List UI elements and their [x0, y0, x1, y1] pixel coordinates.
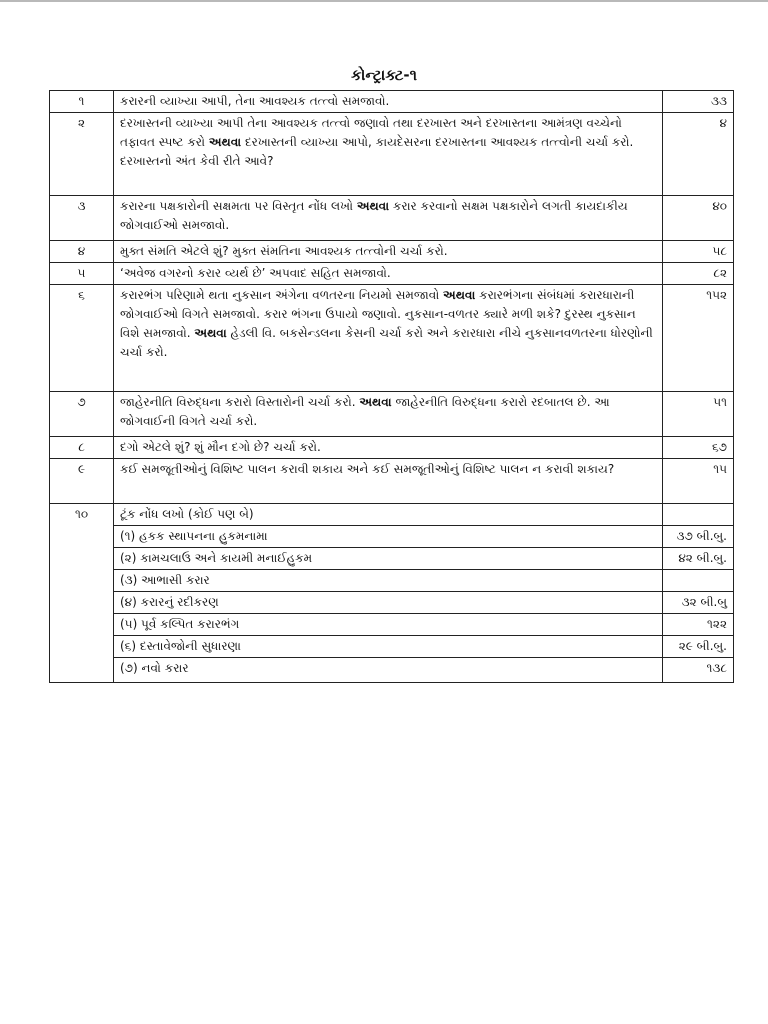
table-row — [50, 459, 734, 504]
page-reference: ૩૭ બી.બુ. — [663, 526, 734, 548]
page-reference: ૧૫ — [663, 459, 734, 504]
page-reference: ૮૨ — [663, 263, 734, 285]
page-reference: ૩૨ બી.બુ — [663, 592, 734, 614]
or-label: અથવા — [194, 326, 227, 340]
question-number: ૫ — [50, 263, 114, 285]
short-note-row — [50, 636, 734, 658]
page-reference: ૫૮ — [663, 241, 734, 263]
short-note-text: (૩) આભાસી કરાર — [114, 570, 663, 592]
page-reference: ૪ — [663, 113, 734, 196]
short-note-row — [50, 526, 734, 548]
question-number: ૩ — [50, 196, 114, 241]
question-text: દગો એટલે શું? શું મૌન દગો છે? ચર્ચા કરો. — [114, 437, 663, 459]
question-text: ટૂંક નોંધ લખો (કોઈ પણ બે) — [114, 504, 663, 526]
short-note-row — [50, 592, 734, 614]
question-text: મુક્ત સંમતિ એટલે શું? મુક્ત સંમતિના આવશ્યક તત્ત્વોની ચર્ચા કરો. — [114, 241, 663, 263]
question-text: જાહેરનીતિ વિરુદ્ધના કરારો વિસ્તારોની ચર્ચા કરો. અથવા જાહેરનીતિ વિરુદ્ધના કરારો રદબાતલ છે. આ જોગવાઈની વિગતે ચર્ચા કરો. — [114, 392, 663, 437]
question-text: ‘અવેજ વગરનો કરાર વ્યર્થ છે’ અપવાદ સહિત સમજાવો. — [114, 263, 663, 285]
page-reference: ૪૦ — [663, 196, 734, 241]
scan-edge-line — [0, 0, 768, 2]
table-row — [50, 241, 734, 263]
page-reference — [663, 570, 734, 592]
table-row — [50, 113, 734, 196]
page-reference: ૨૯ બી.બુ. — [663, 636, 734, 658]
question-text: કઈ સમજૂતીઓનું વિશિષ્ટ પાલન કરાવી શકાય અને કઈ સમજૂતીઓનું વિશિષ્ટ પાલન ન કરાવી શકાય? — [114, 459, 663, 504]
page-title: કોન્ટ્રાક્ટ-૧ — [350, 66, 418, 84]
page-reference: ૫૧ — [663, 392, 734, 437]
question-text: કરારભંગ પરિણામે થતા નુકસાન અંગેના વળતરના નિયમો સમજાવો અથવા કરારભંગના સંબંધમાં કરારધારાની જોગવાઈઓ વિગતે સમજાવો. કરાર ભંગના ઉપાયો જણાવો. નુકસાન-વળતર ક્યારે મળી શકે? દુરસ્થ નુકસાન વિશે સમજાવો. અથવા હેડલી વિ. બકસેન્ડલના કેસની ચર્ચા કરો અને કરારધારા નીચે નુકસાનવળતરના ધોરણોની ચર્ચા કરો. — [114, 285, 663, 392]
or-label: અથવા — [356, 199, 390, 213]
page-reference: ૪૨ બી.બુ. — [663, 548, 734, 570]
question-text: કરારની વ્યાખ્યા આપી, તેના આવશ્યક તત્ત્વો સમજાવો. — [114, 91, 663, 113]
table-row — [50, 263, 734, 285]
table-row — [50, 392, 734, 437]
page-reference: ૩૩ — [663, 91, 734, 113]
page-reference: ૧૩૮ — [663, 658, 734, 683]
short-note-text: (૫) પૂર્વ કલ્પિત કરારભંગ — [114, 614, 663, 636]
short-note-text: (૧) હકક સ્થાપનના હુકમનામા — [114, 526, 663, 548]
page-reference: ૬૭ — [663, 437, 734, 459]
question-number: ૬ — [50, 285, 114, 392]
question-number: ૨ — [50, 113, 114, 196]
page-reference — [663, 504, 734, 526]
short-note-row — [50, 658, 734, 683]
question-number: ૯ — [50, 459, 114, 504]
table-row — [50, 285, 734, 392]
page-reference: ૧૨૨ — [663, 614, 734, 636]
question-number: ૧૦ — [50, 504, 114, 683]
question-table — [49, 90, 734, 683]
question-number: ૧ — [50, 91, 114, 113]
short-note-text: (૭) નવો કરાર — [114, 658, 663, 683]
question-number: ૭ — [50, 392, 114, 437]
question-text: કરારના પક્ષકારોની સક્ષમતા પર વિસ્તૃત નોંધ લખો અથવા કરાર કરવાનો સક્ષમ પક્ષકારોને લગતી કાયદાકીય જોગવાઈઓ સમજાવો. — [114, 196, 663, 241]
short-note-text: (૬) દસ્તાવેજોની સુધારણા — [114, 636, 663, 658]
short-note-row — [50, 570, 734, 592]
page-reference: ૧૫૨ — [663, 285, 734, 392]
short-note-text: (૨) કામચલાઉ અને કાયમી મનાઈહુકમ — [114, 548, 663, 570]
question-number: ૮ — [50, 437, 114, 459]
short-note-row — [50, 614, 734, 636]
table-row — [50, 504, 734, 526]
or-label: અથવા — [208, 135, 242, 149]
or-label: અથવા — [359, 395, 392, 409]
or-label: અથવા — [443, 288, 476, 302]
short-note-row — [50, 548, 734, 570]
short-note-text: (૪) કરારનું રદીકરણ — [114, 592, 663, 614]
question-text: દરખાસ્તની વ્યાખ્યા આપી તેના આવશ્યક તત્ત્વો જણાવો તથા દરખાસ્ત અને દરખાસ્તના આમંત્રણ વચ્ચેનો તફાવત સ્પષ્ટ કરો અથવા દરખાસ્તની વ્યાખ્યા આપો, કાયદેસરના દરખાસ્તના આવશ્યક તત્ત્વોની ચર્ચા કરો. દરખાસ્તનો અંત કેવી રીતે આવે? — [114, 113, 663, 196]
table-row — [50, 196, 734, 241]
table-row — [50, 91, 734, 113]
question-number: ૪ — [50, 241, 114, 263]
table-row — [50, 437, 734, 459]
